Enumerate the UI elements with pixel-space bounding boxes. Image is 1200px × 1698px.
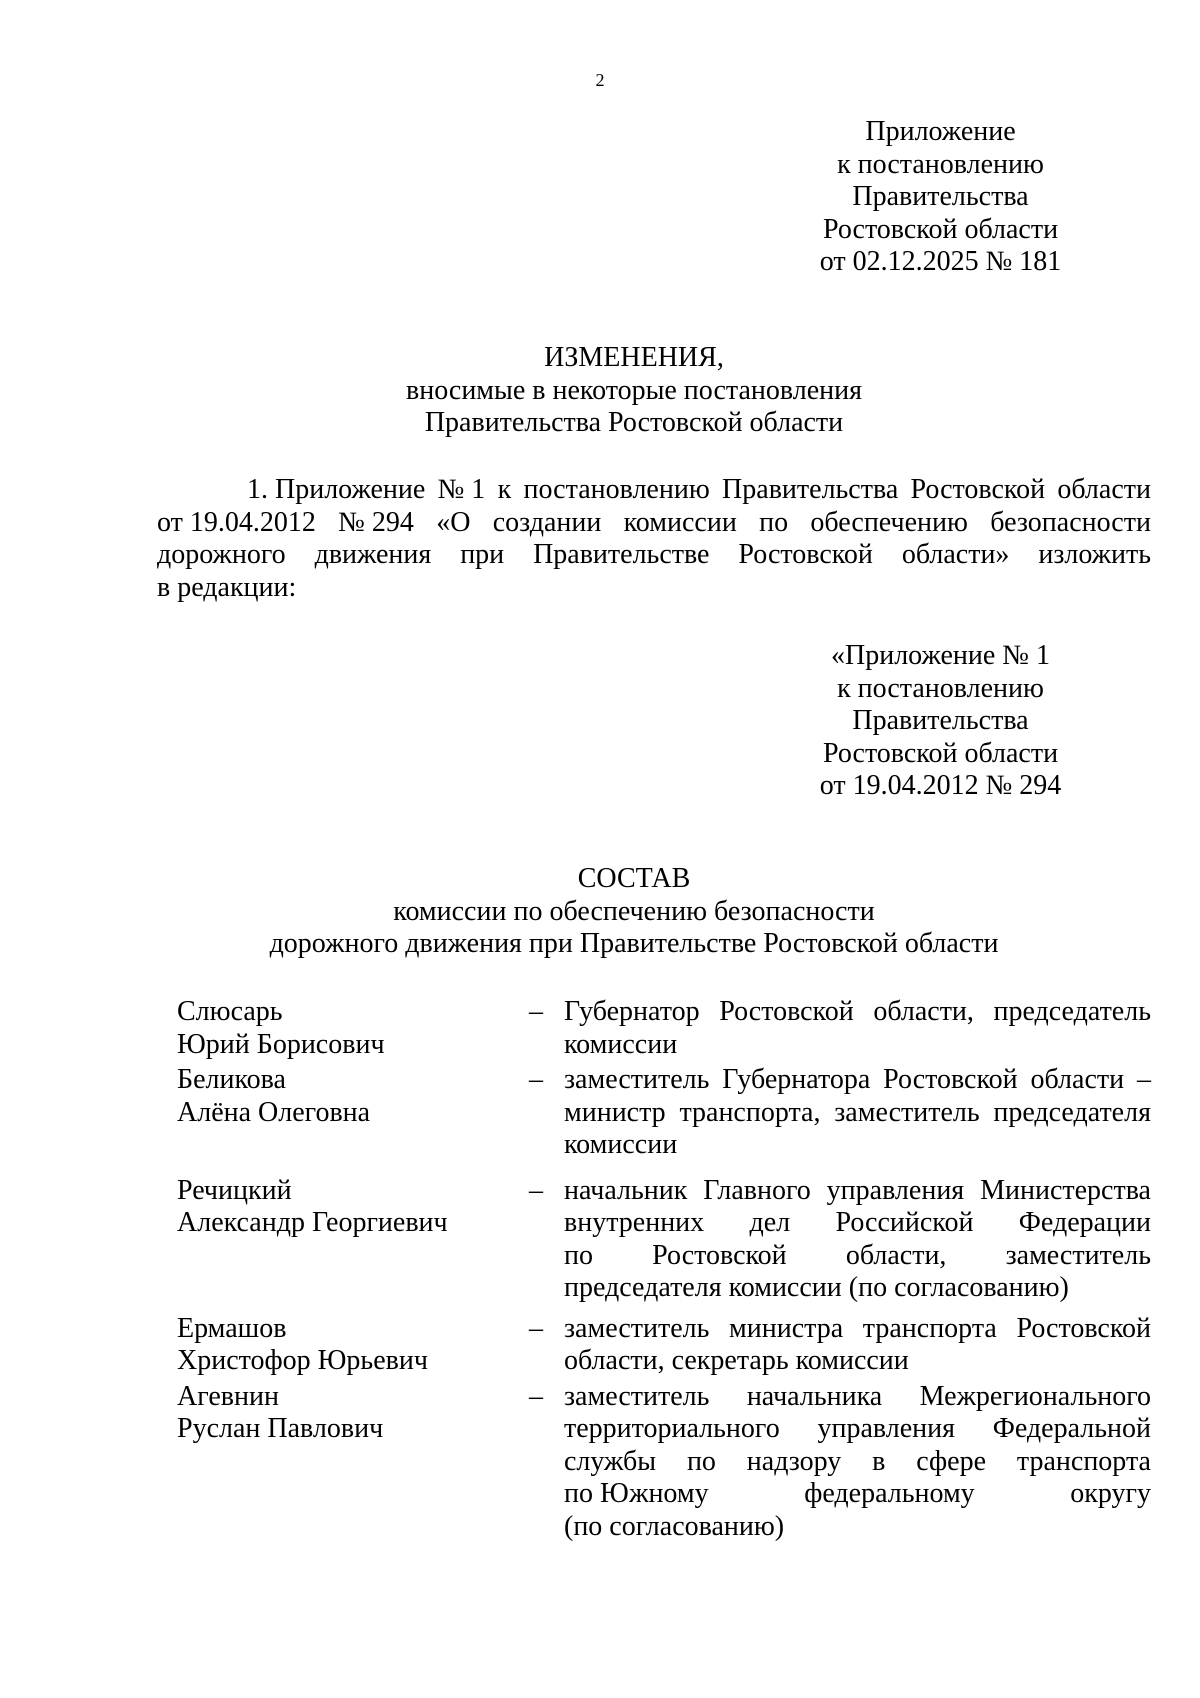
word: Ростовской bbox=[1016, 1312, 1151, 1344]
word: № 1 bbox=[437, 474, 486, 505]
word: Губернатора bbox=[722, 1064, 871, 1095]
member-name bbox=[177, 1064, 370, 1129]
word: дел bbox=[749, 1207, 791, 1238]
word: от 19.04.2012 bbox=[157, 506, 316, 538]
word: транспорта bbox=[862, 1312, 997, 1344]
word: комиссии bbox=[623, 506, 737, 538]
word: надзору bbox=[746, 1445, 842, 1477]
member-role bbox=[564, 1313, 1151, 1378]
word: Ростовской bbox=[738, 539, 873, 570]
word: председателя bbox=[993, 1096, 1151, 1128]
word: заместитель bbox=[564, 1312, 710, 1344]
paragraph-line bbox=[157, 572, 1151, 605]
word: управления bbox=[817, 1413, 955, 1444]
role-line bbox=[564, 1478, 1151, 1511]
dash-separator: – bbox=[529, 1064, 543, 1095]
word: движения bbox=[314, 539, 432, 570]
word: комиссии bbox=[564, 1129, 678, 1160]
appendix-line: от 02.12.2025 № 181 bbox=[819, 246, 1062, 277]
role-line bbox=[564, 1413, 1151, 1446]
role-line bbox=[564, 1345, 1151, 1378]
word: председателя комиссии (по согласованию) bbox=[564, 1272, 1069, 1303]
role-line bbox=[564, 1240, 1151, 1273]
member-given-names: Александр Георгиевич bbox=[177, 1207, 448, 1238]
member-given-names: Руслан Павлович bbox=[177, 1413, 384, 1444]
word: министр bbox=[564, 1096, 666, 1128]
word: начальник bbox=[564, 1174, 688, 1206]
member-surname: Агевнин bbox=[177, 1380, 279, 1412]
word: заместитель bbox=[834, 1096, 980, 1128]
member-given-names: Юрий Борисович bbox=[177, 1028, 385, 1060]
appendix-line: к постановлению bbox=[837, 148, 1044, 180]
member-role bbox=[564, 1175, 1151, 1305]
member-surname: Речицкий bbox=[177, 1174, 292, 1206]
member-role bbox=[564, 996, 1151, 1061]
heading-subtitle: Правительства Ростовской области bbox=[424, 407, 844, 438]
quoted-appendix-block bbox=[788, 640, 1093, 803]
heading-subtitle: дорожного движения при Правительстве Ростовской области bbox=[269, 928, 999, 959]
word: Правительстве bbox=[533, 539, 710, 570]
word: Главного bbox=[703, 1174, 811, 1206]
word: заместитель bbox=[1005, 1239, 1151, 1271]
word: 1. Приложение bbox=[247, 474, 426, 505]
role-line bbox=[564, 1511, 1151, 1544]
heading-title: ИЗМЕНЕНИЯ, bbox=[544, 342, 724, 373]
role-line bbox=[564, 1272, 1151, 1305]
role-line bbox=[564, 1313, 1151, 1346]
word: области» bbox=[901, 539, 1010, 570]
appendix-line: от 19.04.2012 № 294 bbox=[819, 770, 1062, 801]
member-role bbox=[564, 1064, 1151, 1162]
word: (по согласованию) bbox=[564, 1510, 785, 1542]
word: дорожного bbox=[157, 539, 286, 570]
member-surname: Слюсарь bbox=[177, 996, 283, 1027]
member-name bbox=[177, 1313, 428, 1378]
word: транспорта bbox=[1016, 1445, 1151, 1477]
word: округу bbox=[1070, 1478, 1151, 1509]
word: в bbox=[872, 1445, 886, 1477]
word: министра bbox=[729, 1312, 844, 1344]
dash-separator: – bbox=[529, 1312, 543, 1344]
member-entry bbox=[0, 996, 1200, 1061]
word: заместитель bbox=[564, 1380, 710, 1412]
word: федеральному bbox=[804, 1478, 975, 1509]
word: области bbox=[1030, 1064, 1125, 1095]
appendix-line: Ростовской области bbox=[822, 737, 1059, 769]
word: изложить bbox=[1038, 539, 1151, 570]
word: к bbox=[497, 474, 512, 505]
member-entry bbox=[0, 1064, 1200, 1162]
changes-heading bbox=[200, 342, 1068, 440]
members-list bbox=[0, 996, 1200, 1543]
word: Правительства bbox=[722, 474, 899, 505]
word: области, bbox=[873, 996, 974, 1027]
paragraph-1 bbox=[157, 474, 1151, 604]
role-line bbox=[564, 1175, 1151, 1208]
dash-separator: – bbox=[529, 996, 543, 1027]
member-entry bbox=[0, 1381, 1200, 1544]
word: Федеральной bbox=[992, 1413, 1151, 1444]
word: Ростовской bbox=[719, 996, 854, 1027]
word: службы bbox=[564, 1445, 657, 1477]
role-line bbox=[564, 1381, 1151, 1414]
dash-separator: – bbox=[529, 1174, 543, 1206]
word: Межрегионального bbox=[919, 1380, 1151, 1412]
appendix-line: Приложение bbox=[865, 116, 1016, 147]
member-name bbox=[177, 1381, 383, 1446]
word: внутренних bbox=[564, 1207, 705, 1238]
word: начальника bbox=[746, 1380, 883, 1412]
member-name bbox=[177, 996, 385, 1061]
word: транспорта, bbox=[679, 1096, 821, 1128]
word: Федерации bbox=[1018, 1207, 1151, 1238]
paragraph-line bbox=[157, 474, 1151, 507]
page-number: 2 bbox=[595, 70, 605, 90]
word: Российской bbox=[835, 1207, 974, 1238]
word: – bbox=[1136, 1064, 1151, 1095]
word: «О bbox=[436, 506, 471, 538]
heading-subtitle: вносимые в некоторые постановления bbox=[405, 374, 863, 406]
word: создании bbox=[492, 506, 602, 538]
word: обеспечению bbox=[810, 506, 968, 538]
role-line bbox=[564, 1446, 1151, 1479]
word: № 294 bbox=[338, 506, 414, 538]
word: комиссии bbox=[564, 1028, 678, 1060]
appendix-reference-block bbox=[788, 116, 1093, 279]
dash-separator: – bbox=[529, 1380, 543, 1412]
word: сфере bbox=[916, 1445, 987, 1477]
paragraph-line bbox=[157, 507, 1151, 540]
word: по bbox=[564, 1239, 593, 1271]
appendix-line: Правительства bbox=[852, 705, 1029, 736]
appendix-line: к постановлению bbox=[837, 672, 1044, 704]
word: Ростовской bbox=[883, 1064, 1018, 1095]
appendix-line: Правительства bbox=[852, 181, 1029, 212]
word: постановлению bbox=[523, 474, 710, 505]
word: управления bbox=[826, 1174, 965, 1206]
word: по bbox=[759, 506, 789, 538]
role-line bbox=[564, 1029, 1151, 1062]
member-given-names: Алёна Олеговна bbox=[177, 1096, 371, 1128]
member-given-names: Христофор Юрьевич bbox=[177, 1345, 428, 1376]
composition-heading bbox=[200, 863, 1068, 961]
role-line bbox=[564, 1207, 1151, 1240]
member-name bbox=[177, 1175, 448, 1240]
member-surname: Беликова bbox=[177, 1064, 286, 1095]
word: области bbox=[1057, 474, 1151, 505]
role-line bbox=[564, 1097, 1151, 1130]
paragraph-line bbox=[157, 539, 1151, 572]
word: по bbox=[686, 1445, 716, 1477]
heading-subtitle: комиссии по обеспечению безопасности bbox=[393, 895, 875, 927]
role-line bbox=[564, 1064, 1151, 1097]
appendix-line: «Приложение № 1 bbox=[831, 640, 1050, 671]
role-line bbox=[564, 1129, 1151, 1162]
word: области, секретарь комиссии bbox=[564, 1345, 909, 1376]
word: председатель bbox=[993, 996, 1151, 1027]
word: территориального bbox=[564, 1413, 780, 1444]
member-entry bbox=[0, 1175, 1200, 1305]
word: Министерства bbox=[980, 1174, 1151, 1206]
word: Ростовской bbox=[652, 1239, 787, 1271]
word: заместитель bbox=[564, 1064, 710, 1095]
heading-title: СОСТАВ bbox=[577, 863, 691, 894]
word: Ростовской bbox=[910, 474, 1046, 505]
word: в редакции: bbox=[157, 571, 297, 603]
word: при bbox=[460, 539, 505, 570]
word: по Южному bbox=[564, 1478, 709, 1509]
word: Губернатор bbox=[564, 996, 700, 1027]
word: безопасности bbox=[990, 506, 1151, 538]
word: области, bbox=[845, 1239, 947, 1271]
member-entry bbox=[0, 1313, 1200, 1378]
role-line bbox=[564, 996, 1151, 1029]
member-role bbox=[564, 1381, 1151, 1544]
appendix-line: Ростовской области bbox=[822, 213, 1059, 245]
member-surname: Ермашов bbox=[177, 1312, 287, 1344]
